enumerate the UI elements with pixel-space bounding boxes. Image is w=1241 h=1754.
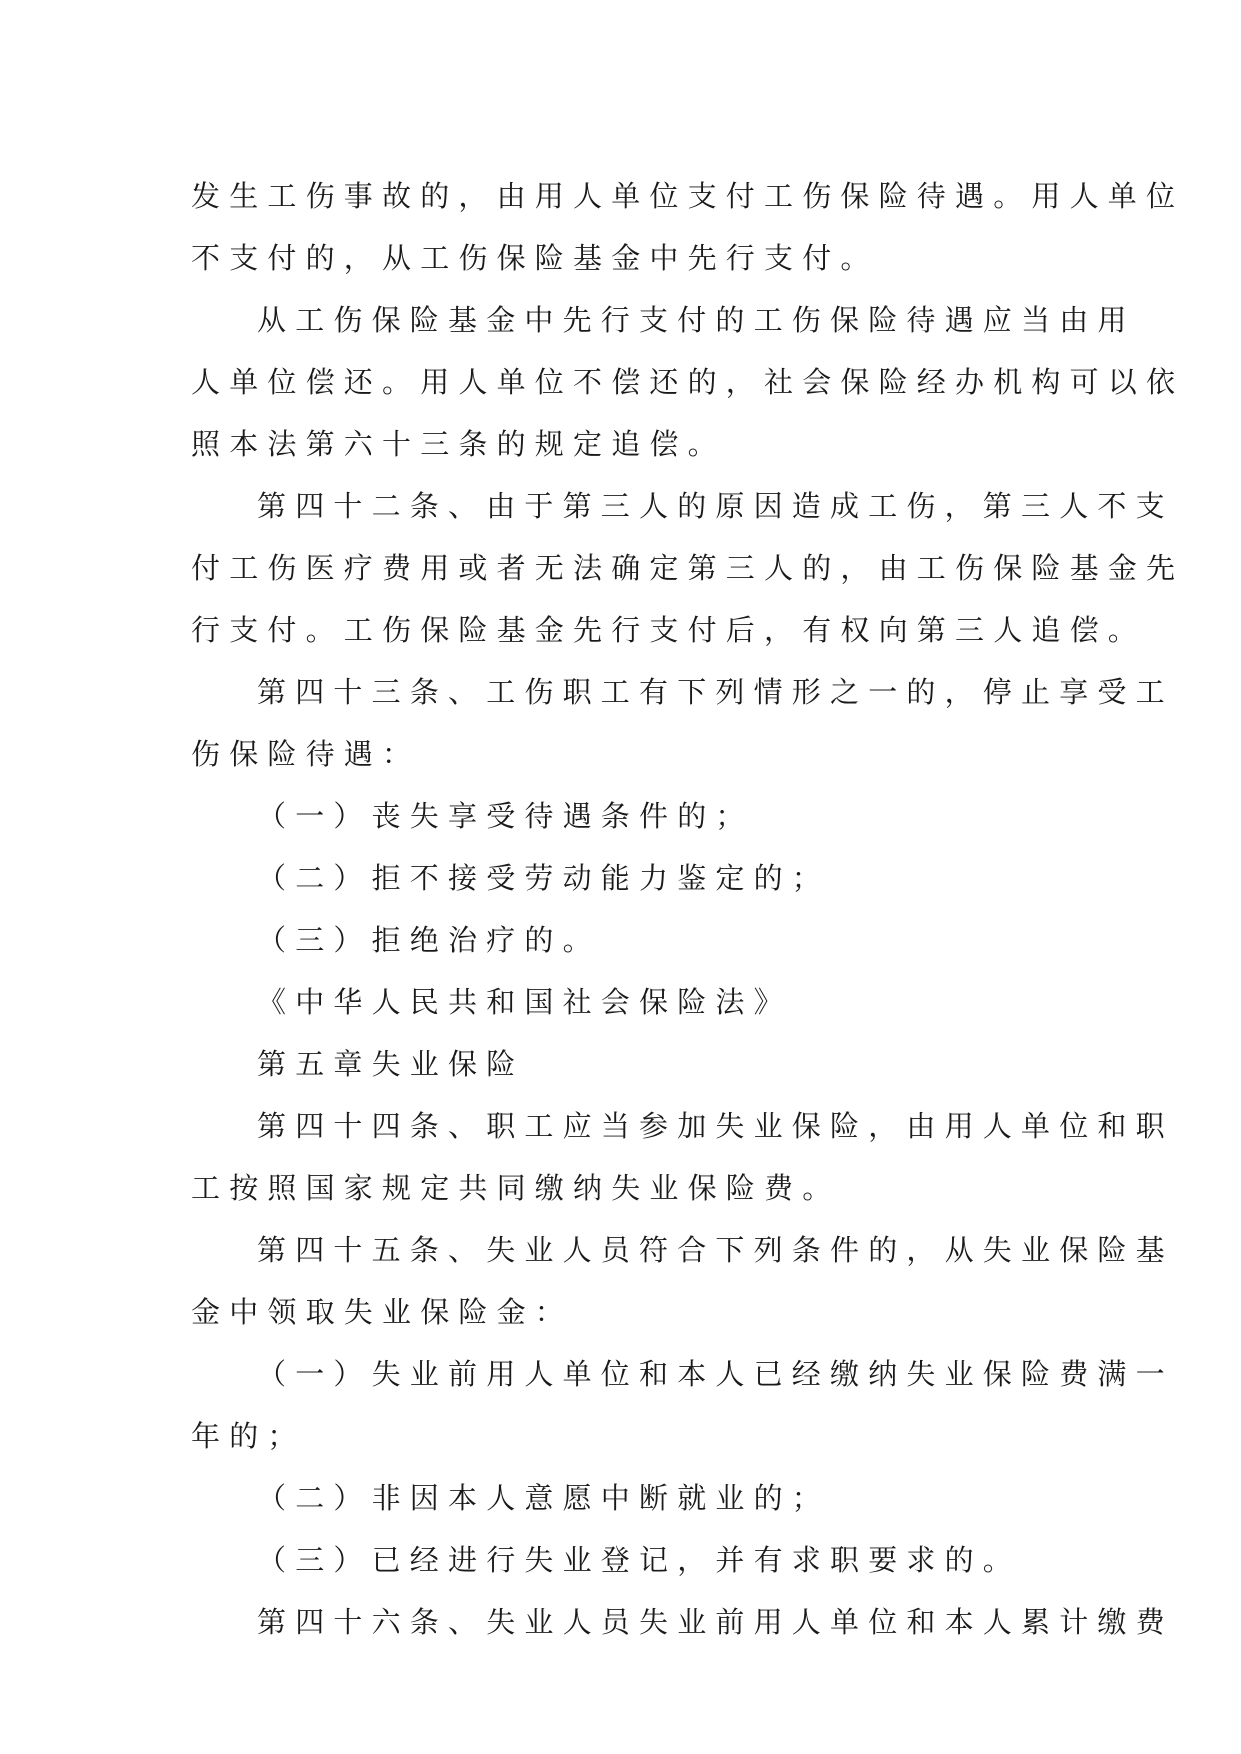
text-line: 工按照国家规定共同缴纳失业保险费。: [191, 1171, 841, 1205]
text-line: 年的；: [191, 1419, 306, 1453]
list-item: （三）已经进行失业登记，并有求职要求的。: [257, 1543, 1022, 1577]
list-item: （二）拒不接受劳动能力鉴定的；: [257, 861, 831, 895]
list-item: （二）非因本人意愿中断就业的；: [257, 1481, 831, 1515]
law-title: 《中华人民共和国社会保险法》: [257, 985, 792, 1019]
article-46-line: 第四十六条、失业人员失业前用人单位和本人累计缴费: [257, 1605, 1174, 1639]
text-line: 从工伤保险基金中先行支付的工伤保险待遇应当由用: [257, 303, 1136, 337]
article-43-line: 第四十三条、工伤职工有下列情形之一的，停止享受工: [257, 675, 1174, 709]
article-42-line: 第四十二条、由于第三人的原因造成工伤，第三人不支: [257, 489, 1174, 523]
list-item: （三）拒绝治疗的。: [257, 923, 601, 957]
chapter-heading: 第五章失业保险: [257, 1047, 525, 1081]
document-body: [191, 165, 1185, 1653]
article-45-line: 第四十五条、失业人员符合下列条件的，从失业保险基: [257, 1233, 1174, 1267]
list-item: （一）丧失享受待遇条件的；: [257, 799, 754, 833]
text-line: 不支付的，从工伤保险基金中先行支付。: [191, 241, 879, 275]
text-line: 金中领取失业保险金：: [191, 1295, 574, 1329]
text-line: 付工伤医疗费用或者无法确定第三人的，由工伤保险基金先: [191, 551, 1185, 585]
article-44-line: 第四十四条、职工应当参加失业保险，由用人单位和职: [257, 1109, 1174, 1143]
text-line: 照本法第六十三条的规定追偿。: [191, 427, 726, 461]
text-line: 人单位偿还。用人单位不偿还的，社会保险经办机构可以依: [191, 365, 1185, 399]
text-line: 行支付。工伤保险基金先行支付后，有权向第三人追偿。: [191, 613, 1147, 647]
list-item: （一）失业前用人单位和本人已经缴纳失业保险费满一: [257, 1357, 1174, 1391]
text-line: 伤保险待遇：: [191, 737, 421, 771]
text-line: 发生工伤事故的，由用人单位支付工伤保险待遇。用人单位: [191, 179, 1185, 213]
